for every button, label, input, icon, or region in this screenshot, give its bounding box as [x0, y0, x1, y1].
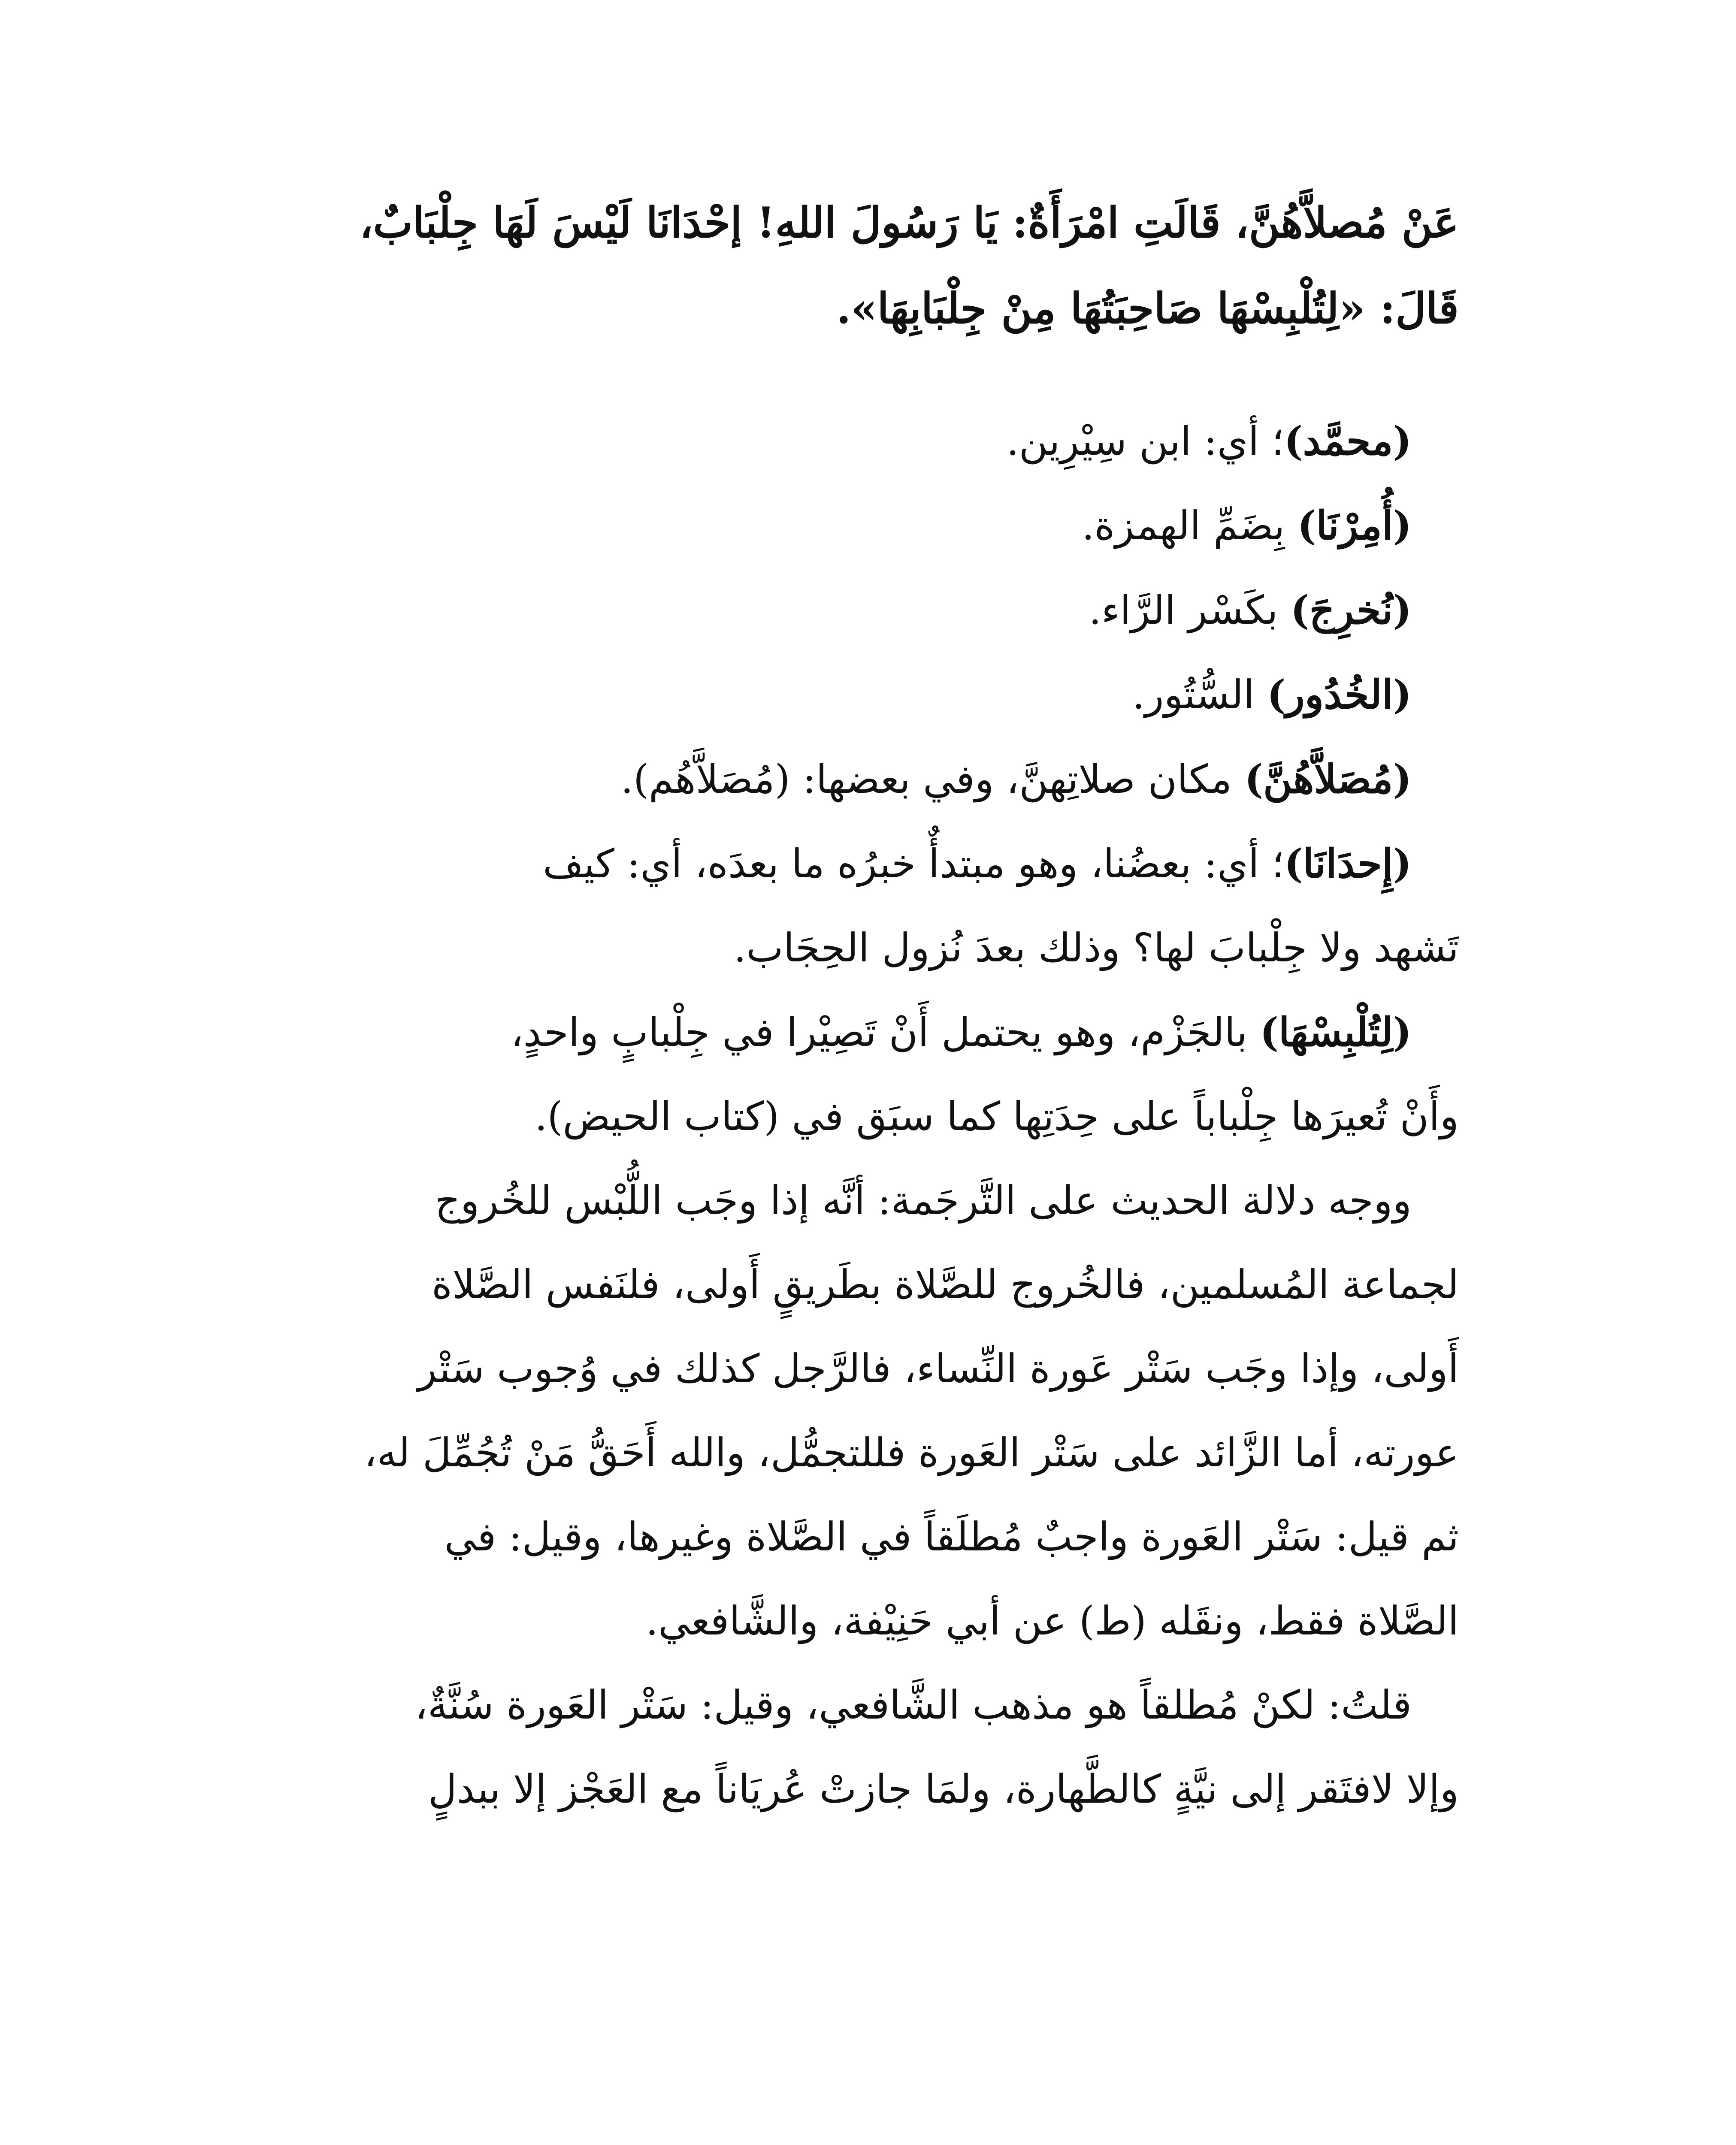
- paragraph-line: لجماعة المُسلمين، فالخُروج للصَّلاة بطَريقٍ أَولى، فلنَفس الصَّلاة: [432, 1262, 1459, 1308]
- gloss-term: (إِحدَانَا): [1284, 840, 1412, 887]
- gloss-term: (أُمِرْنَا): [1297, 502, 1412, 549]
- page-body: [202, 180, 1459, 1831]
- paragraph-line: [202, 822, 1459, 906]
- gloss-muhammad: [202, 399, 1459, 483]
- paragraph-line: عورته، أما الزَّائد على سَتْر العَورة فللتجمُّل، والله أَحَقُّ مَنْ تُجُمِّلَ له،: [364, 1430, 1459, 1476]
- gloss-text: بالجَزْم، وهو يحتمل أَنْ تَصِيْرا في جِلْبابٍ واحدٍ،: [511, 1009, 1260, 1055]
- paragraph-line: وإلا لافتَقر إلى نيَّةٍ كالطَّهارة، ولمَا جازتْ عُريَاناً مع العَجْز إلا ببدلٍ: [428, 1766, 1459, 1812]
- gloss-term: (الخُدُور): [1267, 671, 1412, 718]
- paragraph-line: قلتُ: لكنْ مُطلقاً هو مذهب الشَّافعي، وقيل: سَتْر العَورة سُنَّةٌ،: [415, 1682, 1412, 1728]
- gloss-term: (لِتُلْبِسْهَا): [1260, 1009, 1412, 1055]
- gloss-term: (نُخرِجَ): [1290, 587, 1412, 633]
- gloss-term: (محمَّد): [1284, 418, 1412, 464]
- paragraph-line: [202, 990, 1459, 1075]
- hadith-line-1: عَنْ مُصلاَّهُنَّ، قَالَتِ امْرَأَةٌ: يَا رَسُولَ اللهِ! إحْدَانَا لَيْسَ لَهَا جِلْبَابٌ،: [359, 198, 1459, 248]
- paragraph-line: ووجه دلالة الحديث على التَّرجَمة: أنَّه إذا وجَب اللُّبْس للخُروج: [435, 1178, 1412, 1224]
- gloss-text: ؛ أي: ابن سِيْرِين.: [1006, 418, 1284, 464]
- paragraph-line: ثم قيل: سَتْر العَورة واجبٌ مُطلَقاً في الصَّلاة وغيرها، وقيل: في: [444, 1514, 1459, 1560]
- gloss-text: بِضَمِّ الهمزة.: [1082, 503, 1297, 549]
- gloss-text: السُّتُور.: [1132, 672, 1267, 718]
- paragraph-wajh-dalala: [202, 1159, 1459, 1663]
- gloss-musallahunna: [202, 737, 1459, 822]
- paragraph-qultu: [202, 1663, 1459, 1831]
- gloss-litulbisha: [202, 990, 1459, 1159]
- gloss-text: بكَسْر الرَّاء.: [1089, 587, 1291, 633]
- gloss-term: (مُصَلاَّهُنَّ): [1244, 756, 1412, 802]
- paragraph-line: وأَنْ تُعيرَها جِلْباباً على حِدَتِها كما سبَق في (كتاب الحيض).: [535, 1094, 1459, 1139]
- gloss-text: ؛ أي: بعضُنا، وهو مبتدأٌ خبرُه ما بعدَه، أي: كيف: [543, 841, 1285, 887]
- gloss-khudur: [202, 653, 1459, 737]
- gloss-ihdana: [202, 822, 1459, 990]
- hadith-line-2: قَالَ: «لِتُلْبِسْهَا صَاحِبَتُهَا مِنْ جِلْبَابِهَا».: [836, 284, 1459, 333]
- paragraph-line: أَولى، وإذا وجَب سَتْر عَورة النِّساء، فالرَّجل كذلك في وُجوب سَتْر: [417, 1346, 1459, 1392]
- gloss-text: مكان صلاتِهنَّ، وفي بعضها: (مُصَلاَّهُم).: [620, 756, 1245, 802]
- paragraph-line: تَشهد ولا جِلْبابَ لها؟ وذلك بعدَ نُزول الحِجَاب.: [733, 925, 1459, 971]
- gloss-umirna: [202, 483, 1459, 568]
- hadith-text: [202, 180, 1459, 352]
- gloss-nukhrij: [202, 568, 1459, 653]
- paragraph-line: الصَّلاة فقط، ونقَله (ط) عن أبي حَنِيْفة، والشَّافعي.: [645, 1598, 1459, 1644]
